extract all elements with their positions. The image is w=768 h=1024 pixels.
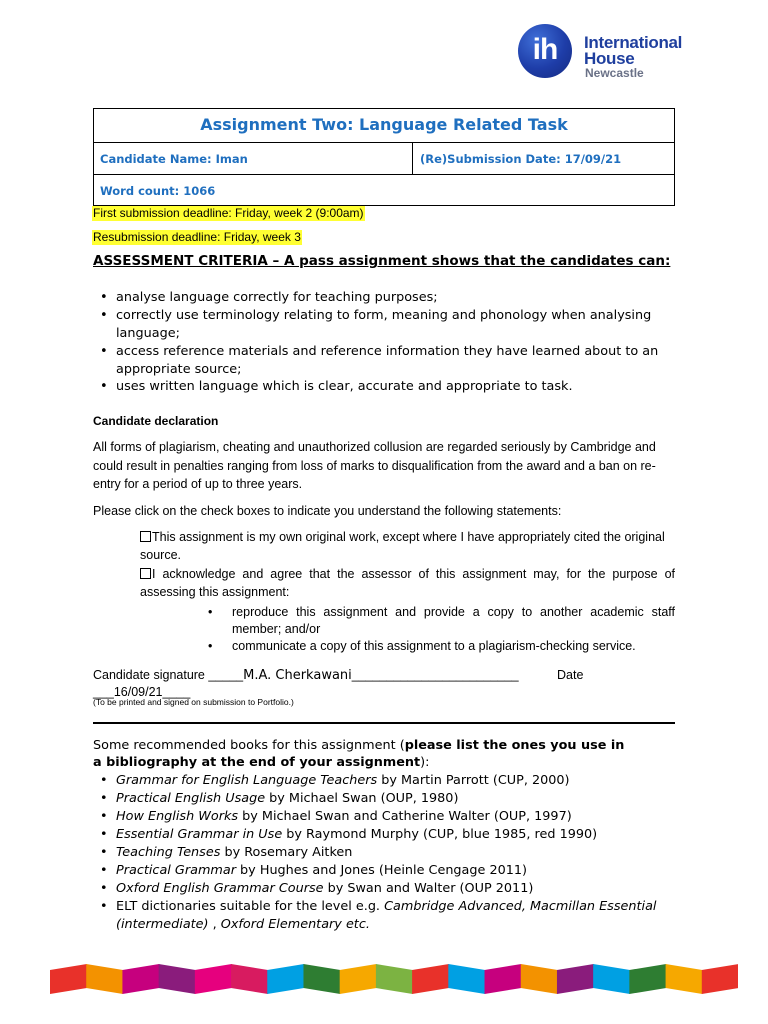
ribbon-segment [50,964,87,994]
resubmission-deadline: Resubmission deadline: Friday, week 3 [93,230,301,244]
decorative-ribbon [50,962,738,996]
header-wordcount-row [94,175,674,206]
book-details: by Hughes and Jones (Heinle Cengage 2011) [235,863,528,878]
statement-original-work-text: This assignment is my own original work, except where I have appropriately cited the original source. [140,530,665,562]
original-work-checkbox[interactable] [140,531,151,542]
logo-mark-text: ih [532,33,558,66]
book-item [116,844,676,862]
ribbon-segment [448,964,485,994]
book-details: by Swan and Walter (OUP 2011) [323,881,534,896]
ribbon-segment [666,964,703,994]
ribbon-segment [629,964,666,994]
ribbon-segment [86,964,123,994]
logo-line-3: Newcastle [585,66,644,80]
logo-line-1: International [584,33,683,52]
candidate-declaration-heading: Candidate declaration [93,414,219,428]
criteria-item: • analyse language correctly for teaching purposes; [116,289,676,307]
book-item [116,790,676,808]
sub-item-plagiarism-check: communicate a copy of this assignment to a plagiarism-checking service. [232,639,636,653]
dictionaries-prefix: ELT dictionaries suitable for the level e.g. [116,899,385,914]
books-intro-end: ): [420,755,430,770]
ribbon-segment [159,964,196,994]
ribbon-segment [195,964,232,994]
books-intro-text: Some recommended books for this assignment ( [93,738,405,753]
book-details: by Martin Parrott (CUP, 2000) [377,773,570,788]
ribbon-segment [267,964,304,994]
plagiarism-paragraph: All forms of plagiarism, cheating and unauthorized collusion are regarded seriously by Cambridge and could result in penalties ranging from loss of marks to disqualification from the award and a ban on re-entry for a period of up to three years. [93,440,656,491]
cell-divider [412,143,413,174]
ribbon-segment [231,964,268,994]
book-title: Essential Grammar in Use [116,827,283,842]
candidate-name: Candidate Name: Iman [100,152,248,166]
date-value: ___16/09/21____ [93,685,191,699]
ih-logo-mark [518,24,572,78]
statement-original-work [140,529,675,564]
criteria-item: • access reference materials and reference information they have learned about to an appropriate source; [116,343,676,378]
ribbon-segment [340,964,377,994]
ribbon-segment [376,964,413,994]
book-title: Teaching Tenses [116,845,221,860]
book-item [116,772,676,790]
criteria-item: • correctly use terminology relating to form, meaning and phonology when analysing language; [116,307,676,342]
ribbon-segment [122,964,159,994]
assignment-header-table [93,108,675,206]
signature-label: Candidate signature _____ [93,668,244,682]
submission-date: (Re)Submission Date: 17/09/21 [420,152,622,166]
book-title: Grammar for English Language Teachers [116,773,378,788]
book-item-dictionaries [116,898,676,933]
word-count: Word count: 1066 [100,184,216,198]
book-details: by Rosemary Aitken [220,845,353,860]
dictionaries-sep: , [208,916,221,932]
ribbon-segment [412,964,449,994]
criteria-item: • uses written language which is clear, accurate and appropriate to task. [116,378,676,396]
ribbon-segment [485,964,522,994]
assessment-criteria-heading: ASSESSMENT CRITERIA – A pass assignment shows that the candidates can: [93,253,671,269]
first-submission-deadline: First submission deadline: Friday, week 2 (9:00am) [93,206,364,220]
books-intro [93,737,633,771]
date-label: Date [557,668,584,682]
signature-value: M.A. Cherkawani [243,668,352,683]
book-item [116,808,676,826]
dictionaries-titles: Cambridge Advanced, Macmillan Essential (intermediate) [116,899,657,932]
book-details: by Raymond Murphy (CUP, blue 1985, red 1990) [282,827,598,842]
books-intro-bold: please list the ones you use in a bibliography at the end of your assignment [93,738,625,770]
signature-underline: ________________________ [351,668,519,682]
book-item [116,826,676,844]
header-title-row [94,109,674,143]
ribbon-segment [303,964,340,994]
book-title: How English Works [116,809,239,824]
ribbon-segment [557,964,594,994]
assignment-title: Assignment Two: Language Related Task [200,115,568,134]
bullet-icon: • [208,639,213,653]
book-details: by Michael Swan and Catherine Walter (OUP, 1997) [238,809,572,824]
book-item [116,862,676,880]
statement-acknowledge-text: I acknowledge and agree that the assessor of this assignment may, for the purpose of assessing this assignment: [140,567,675,599]
ribbon-segment [702,964,738,994]
header-candidate-row [94,143,674,175]
book-details: by Michael Swan (OUP, 1980) [265,791,459,806]
international-house-logo [518,24,698,80]
statement-acknowledge [140,566,675,601]
ribbon-segment [521,964,558,994]
book-item [116,880,676,898]
dictionaries-titles-2: Oxford Elementary etc. [220,916,370,932]
logo-line-2: House [584,49,635,68]
acknowledge-checkbox[interactable] [140,568,151,579]
bullet-icon: • [208,605,213,619]
signature-note: (To be printed and signed on submission to Portfolio.) [93,697,294,707]
ribbon-segment [593,964,630,994]
sub-item-reproduce: reproduce this assignment and provide a copy to another academic staff member; and/or [232,605,675,636]
section-divider [93,722,675,724]
book-title: Oxford English Grammar Course [116,881,324,896]
book-title: Practical Grammar [116,863,236,878]
checkbox-instructions: Please click on the check boxes to indicate you understand the following statements: [93,504,562,518]
book-title: Practical English Usage [116,791,266,806]
